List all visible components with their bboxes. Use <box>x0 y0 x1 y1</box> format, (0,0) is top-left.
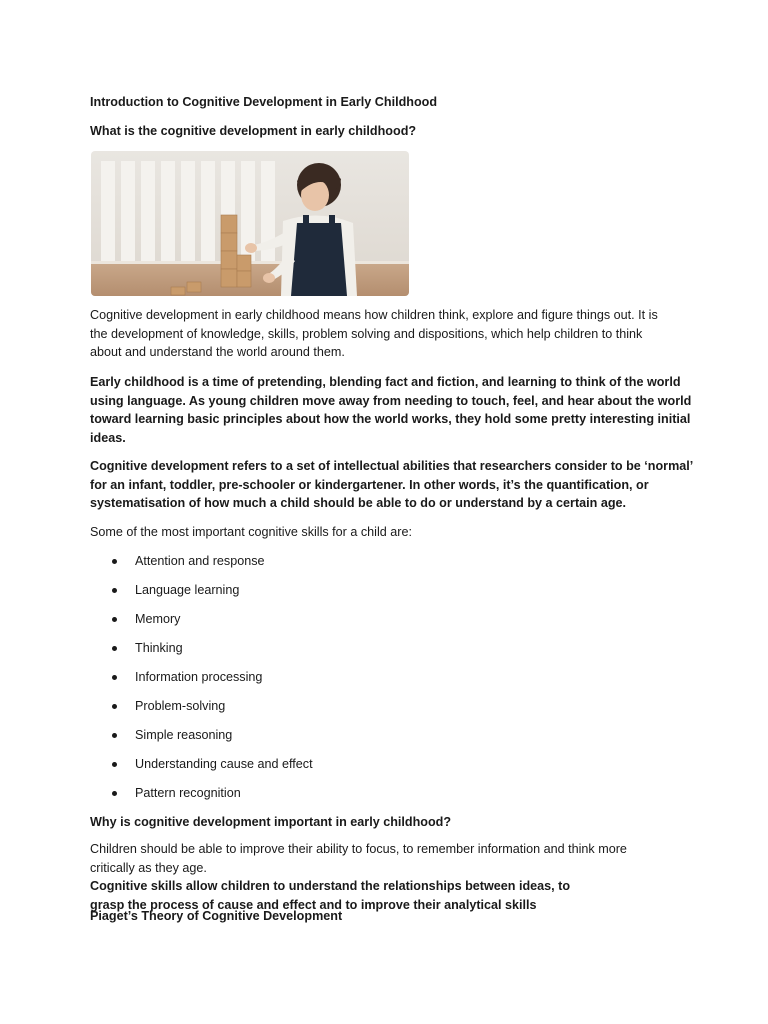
paragraph-line: systematisation of how much a child should be able to do or understand by a certain age. <box>90 496 627 510</box>
list-item <box>90 784 313 813</box>
list-item-label: Simple reasoning <box>135 728 233 742</box>
bullet-icon <box>112 704 117 709</box>
paragraph-line: Cognitive development in early childhood means how children think, explore and figure things out. It is <box>90 308 658 322</box>
list-item <box>90 552 313 581</box>
bullet-icon <box>112 646 117 651</box>
list-item <box>90 726 313 755</box>
document-title: Introduction to Cognitive Development in Early Childhood <box>90 95 438 109</box>
bullet-icon <box>112 559 117 564</box>
list-item-label: Information processing <box>135 670 263 684</box>
paragraph-line: for an infant, toddler, pre-schooler or kindergartener. In other words, it’s the quantification, or <box>90 477 649 492</box>
paragraph-line: ideas. <box>90 430 126 445</box>
list-item <box>90 610 313 639</box>
paragraph-definition <box>90 306 680 362</box>
paragraph-line-normal: critically as they age. <box>90 860 207 875</box>
section-question-2: Why is cognitive development important in early childhood? <box>90 815 452 829</box>
list-item-label: Memory <box>135 612 181 626</box>
list-item-label: Thinking <box>135 641 183 655</box>
list-item-label: Understanding cause and effect <box>135 757 313 771</box>
paragraph-importance <box>90 840 680 914</box>
list-item-label: Problem-solving <box>135 699 226 713</box>
bullet-icon <box>112 791 117 796</box>
list-item-label: Pattern recognition <box>135 786 241 800</box>
paragraph-line: Early childhood is a time of pretending, blending fact and fiction, and learning to think of the world <box>90 375 681 389</box>
bullet-icon <box>112 675 117 680</box>
skills-intro: Some of the most important cognitive skills for a child are: <box>90 525 412 539</box>
bullet-icon <box>112 617 117 622</box>
section-question-1: What is the cognitive development in early childhood? <box>90 124 417 138</box>
paragraph-line: toward learning basic principles about how the world works, they hold some pretty interesting initial <box>90 412 691 426</box>
bullet-icon <box>112 588 117 593</box>
paragraph-line: about and understand the world around them. <box>90 345 345 359</box>
list-item-label: Language learning <box>135 583 240 597</box>
list-item-label: Attention and response <box>135 554 265 568</box>
paragraph-line: Children should be able to improve their ability to focus, to remember information and think more <box>90 842 627 856</box>
paragraph-line: using language. As young children move away from needing to touch, feel, and hear about the world <box>90 393 692 408</box>
paragraph-line: the development of knowledge, skills, problem solving and dispositions, which help children to think <box>90 326 643 341</box>
paragraph-line-bold: Cognitive skills allow children to understand the relationships between ideas, to <box>90 879 571 893</box>
paragraph-early-childhood <box>90 373 692 447</box>
skills-list <box>90 552 313 813</box>
child-blocks-photo <box>91 151 409 296</box>
list-item <box>90 639 313 668</box>
bullet-icon <box>112 762 117 767</box>
list-item <box>90 697 313 726</box>
paragraph-line: Cognitive development refers to a set of intellectual abilities that researchers consider to be ‘normal’ <box>90 459 694 473</box>
section-heading-piaget: Piaget’s Theory of Cognitive Development <box>90 909 343 923</box>
paragraph-refers-to <box>90 457 694 513</box>
paragraph-line <box>90 859 680 896</box>
list-item <box>90 755 313 784</box>
paragraph-line: grasp the process of cause and effect and to improve their analytical skills <box>90 897 537 912</box>
list-item <box>90 668 313 697</box>
list-item <box>90 581 313 610</box>
bullet-icon <box>112 733 117 738</box>
